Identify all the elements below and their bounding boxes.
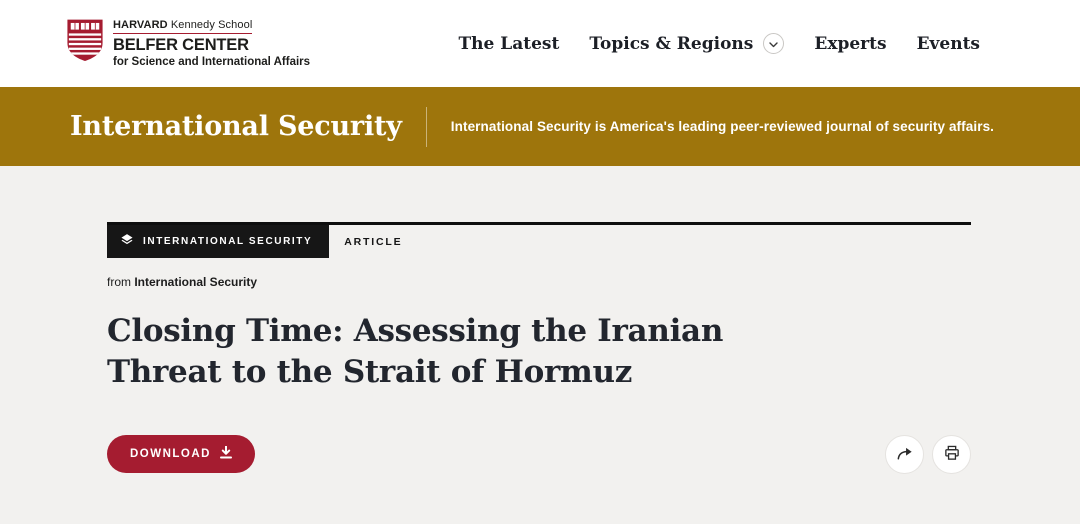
program-banner-tagline: International Security is America's leading peer-reviewed journal of security affairs. <box>450 119 995 134</box>
download-button[interactable] <box>107 435 255 473</box>
print-icon <box>943 444 961 465</box>
program-banner-title[interactable]: International Security <box>70 111 402 142</box>
nav-the-latest[interactable]: The Latest <box>458 33 560 54</box>
share-actions <box>885 435 971 474</box>
print-button[interactable] <box>932 435 971 474</box>
topics-regions-dropdown-toggle[interactable] <box>763 33 784 54</box>
site-header <box>0 0 1080 87</box>
chevron-down-icon <box>769 36 778 51</box>
program-tag-label: INTERNATIONAL SECURITY <box>143 236 313 247</box>
article-title: Closing Time: Assessing the Iranian Threat to the Strait of Hormuz <box>107 313 724 390</box>
share-button[interactable] <box>885 435 924 474</box>
harvard-shield-icon <box>66 18 104 69</box>
program-banner <box>0 87 1080 166</box>
nav-experts[interactable]: Experts <box>814 33 887 54</box>
download-icon <box>220 446 232 462</box>
program-tag[interactable] <box>107 225 329 258</box>
logo-text <box>113 19 310 68</box>
article-container <box>107 166 971 474</box>
layers-icon <box>120 233 134 250</box>
logo-center-name: BELFER CENTER <box>113 36 249 54</box>
logo-kennedy-school: Kennedy School <box>170 19 253 31</box>
from-line <box>107 275 971 289</box>
article-header-section <box>0 166 1080 524</box>
actions-row <box>107 435 971 474</box>
banner-divider <box>426 107 427 147</box>
article-type-tag: ARTICLE <box>344 235 403 248</box>
share-icon <box>896 445 914 464</box>
logo-harvard: HARVARD <box>113 19 168 31</box>
from-source-link[interactable]: International Security <box>134 275 258 289</box>
tags-row <box>107 222 971 258</box>
nav-topics-regions[interactable]: Topics & Regions <box>589 33 754 54</box>
download-button-label: DOWNLOAD <box>130 448 211 461</box>
main-nav <box>459 33 981 54</box>
logo-school-line <box>113 19 252 34</box>
belfer-logo[interactable] <box>66 18 310 69</box>
nav-topics-regions-group <box>589 33 784 54</box>
from-prefix: from <box>107 275 131 289</box>
nav-events[interactable]: Events <box>916 33 980 54</box>
logo-center-tagline: for Science and International Affairs <box>113 56 311 68</box>
